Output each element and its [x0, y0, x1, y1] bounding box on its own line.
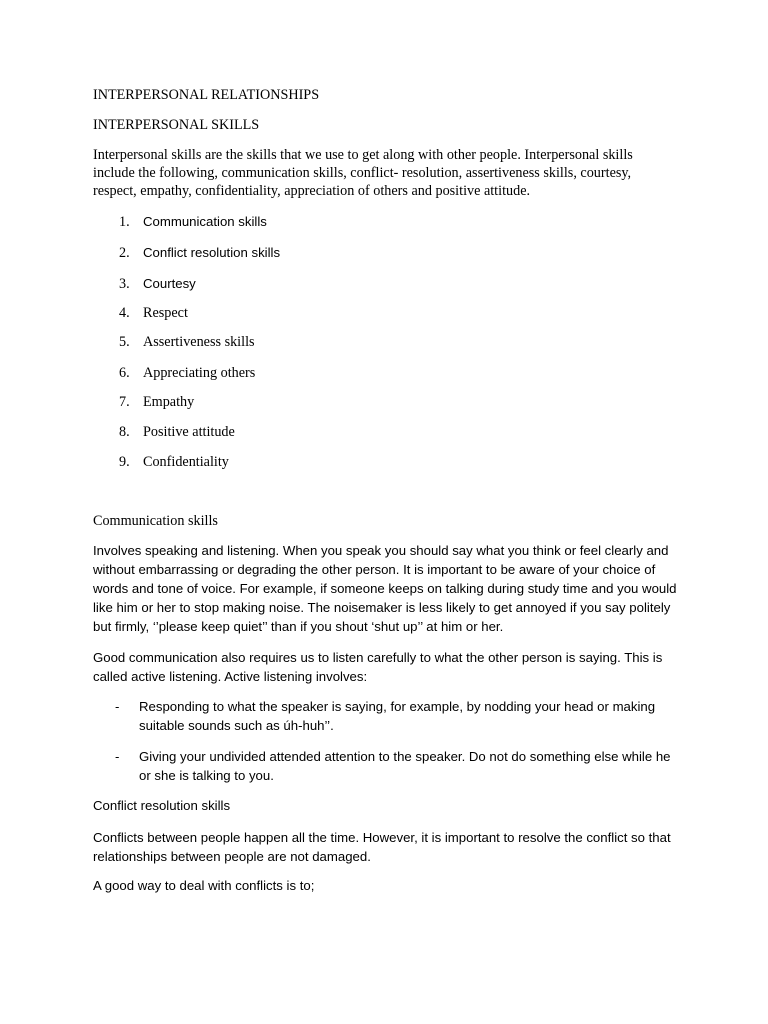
list-item-label: Positive attitude	[143, 424, 235, 440]
list-number: 8.	[119, 424, 130, 440]
list-number: 3.	[119, 276, 130, 292]
list-item	[115, 697, 675, 735]
list-item	[119, 364, 619, 382]
list-item-label: Empathy	[143, 394, 195, 410]
list-item-label: Communication skills	[143, 214, 267, 229]
list-item	[119, 453, 619, 471]
list-number: 2.	[119, 245, 130, 261]
list-item-label: Appreciating others	[143, 365, 256, 381]
list-item-label: Assertiveness skills	[143, 334, 255, 350]
section-heading-communication-skills: Communication skills	[93, 513, 218, 529]
document-title: INTERPERSONAL RELATIONSHIPS	[93, 87, 320, 103]
list-item-label: Respect	[143, 305, 188, 321]
list-item	[119, 304, 619, 322]
list-dash: -	[115, 749, 120, 764]
communication-paragraph-2: Good communication also requires us to listen carefully to what the other person is saying. This is called active listening. Active listening involves:	[93, 650, 663, 684]
conflict-paragraph-2: A good way to deal with conflicts is to;	[93, 878, 315, 893]
list-item-text: Giving your undivided attended attention to the speaker. Do not do something else while he or she is talking to you.	[139, 749, 671, 783]
list-dash: -	[115, 699, 120, 714]
list-number: 4.	[119, 305, 130, 321]
list-item-label: Conflict resolution skills	[143, 245, 281, 260]
list-item	[115, 747, 675, 785]
list-number: 1.	[119, 214, 130, 230]
intro-paragraph: Interpersonal skills are the skills that we use to get along with other people. Interpersonal skills include the following, communication skills, conflict- resolution, assertiveness skills, courtesy, respect, empathy, confidentiality, appreciation of others and positive attitude.	[93, 147, 633, 199]
list-item	[119, 212, 619, 231]
list-item-text: Responding to what the speaker is saying, for example, by nodding your head or making suitable sounds such as úh-huh’’.	[139, 699, 656, 733]
conflict-paragraph-1: Conflicts between people happen all the time. However, it is important to resolve the conflict so that relationships between people are not damaged.	[93, 830, 671, 864]
communication-paragraph-1: Involves speaking and listening. When you speak you should say what you think or feel clearly and without embarrassing or degrading the other person. It is important to be aware of your choice of words and tone of voice. For example, if someone keeps on talking during study time and you would like him or her to stop making noise. The noisemaker is less likely to get annoyed if you say politely but firmly, ‘’please keep quiet’’ than if you shout ‘shut up’’ at him or her.	[93, 543, 677, 634]
list-item-label: Confidentiality	[143, 454, 229, 470]
list-number: 6.	[119, 365, 130, 381]
section-heading-conflict-resolution: Conflict resolution skills	[93, 798, 231, 813]
list-number: 9.	[119, 454, 130, 470]
list-item	[119, 423, 619, 441]
list-number: 7.	[119, 394, 130, 410]
list-number: 5.	[119, 334, 130, 350]
list-item	[119, 333, 619, 351]
list-item	[119, 393, 619, 411]
list-item	[119, 274, 619, 293]
list-item	[119, 243, 619, 262]
section-heading-interpersonal-skills: INTERPERSONAL SKILLS	[93, 117, 260, 133]
list-item-label: Courtesy	[143, 276, 196, 291]
